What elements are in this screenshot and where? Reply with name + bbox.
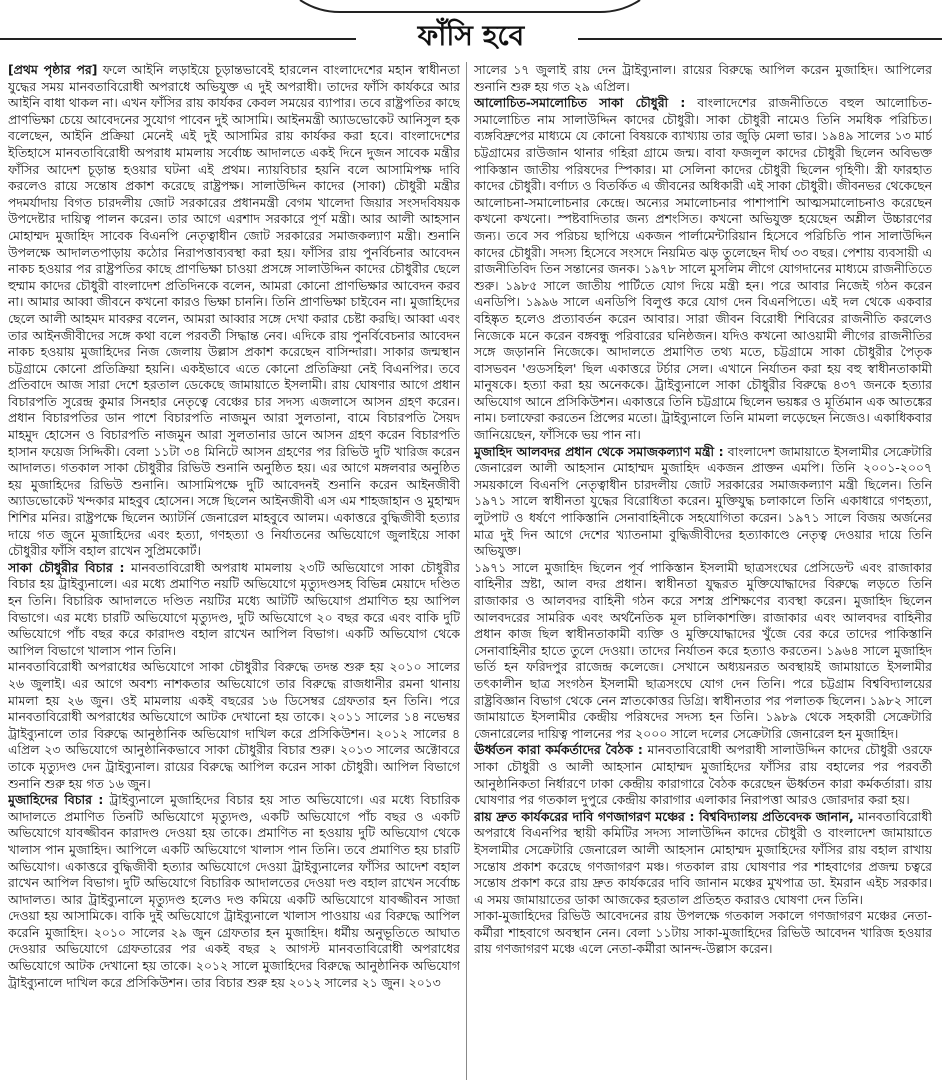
paragraph-text: মানবতাবিরোধী অপরাধী সালাউদ্দিন কাদের চৌধুরী ওরফে সাকা চৌধুরী ও আলী আহসান মোহাম্মদ মুজাহিদের ফাঁসির রায় বহালের পর পরবর্তী আনুষ্ঠানিকতা নির্ধারণে ঢাকা কেন্দ্রীয় কারাগারে বৈঠক করেছেন ঊর্ধ্বতন কারা কর্মকর্তারা। রায় ঘোষণার পর গতকাল দুপুরে কেন্দ্রীয় কারাগার এলাকার নিরাপত্তা আরও জোরদার করা হয়।: [474, 742, 932, 808]
paragraph-text: ফলে আইনি লড়াইয়ে চূড়ান্তভাবেই হারলেন বাংলাদেশের মহান স্বাধীনতা যুদ্ধের সময় মানবতাবিরোধী অপরাধে অভিযুক্ত এ দুই অপরাধী। তাদের ফাঁসি কার্যকরে আর আইনি বাধা থাকল না। এখন ফাঁসির রায় কার্যকর কেবল সময়ের ব্যাপার। তবে রাষ্ট্রপতির কাছে প্রাণভিক্ষা চেয়ে আবেদনের সুযোগ পাবেন দুই আসামি। আইনমন্ত্রী অ্যাডভোকেট আনিসুল হক বলেছেন, আইনি প্রক্রিয়া মেনেই এই দুই আসামির রায় কার্যকর করা হবে। বাংলাদেশের ইতিহাসে মানবতাবিরোধী অপরাধ মামলায় সর্বোচ্চ আদালতে একই দিনে দুজন সাবেক মন্ত্রীর ফাঁসির আদেশ চূড়ান্ত হওয়ার ঘটনা এই প্রথম। ন্যায়বিচার হয়নি বলে আসামিপক্ষ দাবি করলেও রায়ে সন্তোষ প্রকাশ করেছে রাষ্ট্রপক্ষ। সালাউদ্দিন কাদের (সাকা) চৌধুরী মন্ত্রীর পদমর্যাদায় বিগত চারদলীয় জোট সরকারের প্রধানমন্ত্রী বেগম খালেদা জিয়ার সংসদবিষয়ক উপদেষ্টার দায়িত্ব পালন করেন। তার আগে এরশাদ সরকারে পূর্ণ মন্ত্রী। আর আলী আহসান মোহাম্মদ মুজাহিদ সাবেক বিএনপি নেতৃত্বাধীন জোট সরকারের সমাজকল্যাণ মন্ত্রী। শুনানি উপলক্ষে আদালতপাড়ায় কঠোর নিরাপত্তাব্যবস্থা করা হয়। ফাঁসির রায় পুনর্বিচনার আবেদন নাকচ হওয়ার পর রাষ্ট্রপতির কাছে প্রাণভিক্ষা চাওয়া প্রসঙ্গে সালাউদ্দিন কাদের চৌধুরীর ছেলে হুম্মাম কাদের চৌধুরী বাংলাদেশ প্রতিদিনকে বলেন, আমরা কোনো প্রাণভিক্ষার আবেদন করব না। আমার আব্বা জীবনে কখনো কারও ভিক্ষা চাননি। তিনি প্রাণভিক্ষা চাইবেন না। মুজাহিদের ছেলে আলী আহমদ মাবরুর বলেন, আমরা আব্বার সঙ্গে দেখা করার চেষ্টা করছি। আব্বা এবং তার আইনজীবীদের সঙ্গে কথা বলে পরবর্তী সিদ্ধান্ত নেব। এদিকে রায় পুনর্বিবেচনার আবেদন নাকচ হওয়ায় মুজাহিদের নিজ জেলায় উল্লাস প্রকাশ করেছেন বাসিন্দারা। সাকার জন্মস্থান চট্টগ্রামে কোনো প্রতিক্রিয়া হয়নি। একইভাবে এতে কোনো প্রতিক্রিয়া নেই বিএনপির। তবে প্রতিবাদে আজ সারা দেশে হরতাল ডেকেছে জামায়াতে ইসলামী। রায় ঘোষণার আগে প্রধান বিচারপতি সুরেন্দ্র কুমার সিনহার নেতৃত্বে বেঞ্চের চার সদস্য এজলাসে আসন গ্রহণ করেন। প্রধান বিচারপতির ডান পাশে বিচারপতি নাজমুন আরা সুলতানা, বামে বিচারপতি সৈয়দ মাহমুদ হোসেন ও বিচারপতি নাজমুন আরা সুলতানার ডানে আসন গ্রহণ করেন বিচারপতি হাসান ফয়েজ সিদ্দিকী। বেলা ১১টা ৩৪ মিনিটে আসন গ্রহণের পর রিভিউ দুটি খারিজ করেন আদালত। গতকাল সাকা চৌধুরীর রিভিউ শুনানি অনুষ্ঠিত হয়। এর আগে মঙ্গলবার অনুষ্ঠিত হয় মুজাহিদের রিভিউ শুনানি। আসামিপক্ষে দুটি আবেদনই শুনানি করেন আইনজীবী অ্যাডভোকেট খন্দকার মাহবুব হোসেন। সঙ্গে ছিলেন আইনজীবী এস এম শাহজাহান ও মুহাম্মদ শিশির মনির। রাষ্ট্রপক্ষে ছিলেন অ্যাটর্নি জেনারেল মাহবুবে আলম। একাত্তরে বুদ্ধিজীবী হত্যার দায়ে গত জুনে মুজাহিদের এবং হত্যা, গণহত্যা ও নির্যাতনের অভিযোগে জুলাইয়ে সাকা চৌধুরীর ফাঁসি বহাল রাখেন সুপ্রিমকোর্ট।: [8, 62, 460, 559]
paragraph: [474, 62, 932, 95]
paragraph: [8, 659, 460, 792]
subheading: আলোচিত-সমালোচিত সাকা চৌধুরী :: [474, 95, 686, 111]
subheading: মুজাহিদের বিচার :: [8, 792, 104, 808]
paragraph-text: মানবতাবিরোধী অপরাধ মামলায় ২৩টি অভিযোগে সাকা চৌধুরীর বিচার হয় ট্রাইব্যুনালে। এর মধ্যে প্রমাণিত নয়টি অভিযোগে মৃত্যুদণ্ডসহ বিভিন্ন মেয়াদে দণ্ডিত হন তিনি। বিচারিক আদালতে দণ্ডিত নয়টির মধ্যে আটটি অভিযোগ প্রমাণিত হয় আপিল বিভাগে। এর মধ্যে চারটি অভিযোগে মৃত্যুদণ্ড, দুটি অভিযোগে ২০ বছর করে এবং বাকি দুটি অভিযোগে পাঁচ বছর করে কারাদণ্ড বহাল রাখেন আপিল বিভাগ। একটি অভিযোগ থেকে আপিল বিভাগে খালাস পান তিনি।: [8, 559, 460, 658]
paragraph-text: বাংলাদেশ জামায়াতে ইসলামীর সেক্রেটারি জেনারেল আলী আহসান মোহাম্মদ মুজাহিদ একজন প্রাক্তন এমপি। তিনি ২০০১-২০০৭ সময়কালে বিএনপি নেতৃত্বাধীন চারদলীয় জোট সরকারের সমাজকল্যাণ মন্ত্রী ছিলেন। তিনি ১৯৭১ সালে স্বাধীনতা যুদ্ধের বিরোধিতা করেন। মুক্তিযুদ্ধ চলাকালে তিনি একাধারে গণহত্যা, লুটপাট ও ধর্ষণে পাকিস্তানি সেনাবাহিনীকে সহযোগিতা করেন। ১৯৭১ সালে বিজয় অর্জনের মাত্র দুই দিন আগে দেশের খ্যাতনামা বুদ্ধিজীবীদের হত্যাকাণ্ডে নেতৃত্ব দেওয়ার দায়ে তিনি অভিযুক্ত।: [474, 443, 932, 559]
article-column-left: [8, 62, 460, 1082]
paragraph-text: সাকা-মুজাহিদের রিভিউ আবেদনের রায় উপলক্ষে গতকাল সকালে গণজাগরণ মঞ্চের নেতা-কর্মীরা শাহবাগে অবস্থান নেন। বেলা ১১টায় সাকা-মুজাহিদের রিভিউ আবেদন খারিজ হওয়ার রায় গণজাগরণ মঞ্চে এলে নেতা-কর্মীরা আনন্দ-উল্লাস করেন।: [474, 908, 932, 957]
paragraph-lead: [প্রথম পৃষ্ঠার পর]: [8, 62, 98, 77]
paragraph: [474, 95, 932, 443]
header-frame: [0, 0, 942, 14]
subheading: মুজাহিদ আলবদর প্রধান থেকে সমাজকল্যাণ মন্ত্রী :: [474, 443, 724, 459]
paragraph: [8, 62, 460, 560]
subheading: রায় দ্রুত কার্যকরের দাবি গণজাগরণ মঞ্চের : বিশ্ববিদ্যালয় প্রতিবেদক জানান,: [474, 808, 854, 824]
subheading: সাকা চৌধুরীর বিচার :: [8, 559, 125, 575]
subheading: ঊর্ধ্বতন কারা কর্মকর্তাদের বৈঠক :: [474, 742, 643, 758]
paragraph-text: মানবতাবিরোধী অপরাধে বিএনপির স্থায়ী কমিটির সদস্য সালাউদ্দিন কাদের চৌধুরী ও বাংলাদেশ জামায়াতে ইসলামীর সেক্রেটারি জেনারেল আলী আহসান মোহাম্মদ মুজাহিদের ফাঁসির রায় বহাল রাখায় সন্তোষ প্রকাশ করেছে গণজাগরণ মঞ্চ। গতকাল রায় ঘোষণার পর শাহবাগের প্রজন্ম চত্বরে সন্তোষ প্রকাশ করে রায় দ্রুত কার্যকরের দাবি জানান মঞ্চের মুখপাত্র ডা. ইমরান এইচ সরকার। এ সময় জামায়াতের ডাকা আজকের হরতাল প্রতিহত করারও ঘোষণা দেন তিনি।: [474, 808, 932, 907]
paragraph-text: বাংলাদেশের রাজনীতিতে বহুল আলোচিত-সমালোচিত নাম সালাউদ্দিন কাদের চৌধুরী। সাকা চৌধুরী নামেও তিনি সমধিক পরিচিত। ব্যঙ্গবিদ্রুপের মাধ্যমে যে কোনো বিষয়কে ব্যাখ্যায় তার জুড়ি মেলা ভার। ১৯৪৯ সালের ১৩ মার্চ চট্টগ্রামের রাউজান থানার গহিরা গ্রামে জন্ম। বাবা ফজলুল কাদের চৌধুরী ছিলেন অবিভক্ত পাকিস্তান জাতীয় পরিষদের স্পিকার। মা সেলিনা কাদের চৌধুরী ছিলেন গৃহিণী। স্ত্রী ফারহাত কাদের চৌধুরী। বর্ণাঢ্য ও বিতর্কিত এ জীবনের অধিকারী এই সাকা চৌধুরী। জীবনভর থেকেছেন আলোচনা-সমালোচনার কেন্দ্রে। অন্যের সমালোচনার পাশাপাশি আত্মসমালোচনাও করেছেন কখনো কখনো। স্পষ্টবাদিতার জন্য প্রশংসিত। কখনো অভিযুক্ত হয়েছেন অশ্লীল উচ্চারণের জন্য। তবে সব পরিচয় ছাপিয়ে একজন পার্লামেন্টারিয়ান হিসেবে পরিচিতি পান সালাউদ্দিন কাদের চৌধুরী। সদস্য হিসেবে সংসদে নিয়মিত ঝড় তুলেছেন দীর্ঘ ৩৩ বছর। পেশায় ব্যবসায়ী এ রাজনীতিবিদ তিন সন্তানের জনক। ১৯৭৮ সালে মুসলিম লীগে যোগদানের মাধ্যমে রাজনীতিতে শুরু। ১৯৮৫ সালে জাতীয় পার্টিতে যোগ দিয়ে মন্ত্রী হন। পরে আবার নিজেই গঠন করেন এনডিপি। ১৯৯৬ সালে এনডিপি বিলুপ্ত করে যোগ দেন বিএনপিতে। এই দল থেকে একবার বহিষ্কৃত হলেও প্রত্যাবর্তন করেন আবার। সারা জীবন বিরোধী শিবিরের রাজনীতি করলেও নিজেকে মনে করেন বঙ্গবন্ধু পরিবারের ঘনিষ্ঠজন। যদিও কখনো আওয়ামী লীগের রাজনীতির সঙ্গে জড়াননি নিজেকে। আদালতে প্রমাণিত তথ্য মতে, চট্টগ্রামে সাকা চৌধুরীর পৈতৃক বাসভবন 'গুডসহিল' ছিল একাত্তরে টর্চার সেল। এখানে নির্যাতন করা হয় বহু স্বাধীনতাকামী মানুষকে। হত্যা করা হয় অনেককে। ট্রাইব্যুনালে সাকা চৌধুরীর বিরুদ্ধে ৪৩৭ জনকে হত্যার অভিযোগ আনে প্রসিকিউশন। একাত্তরে তিনি চট্টগ্রামে ছিলেন ভয়ঙ্কর ও মূর্তিমান এক আতঙ্কের নাম। চলাফেরা করতেন প্রিন্সের মতো। ট্রাইব্যুনালে তিনি মামলা লড়েছেন নিজেও। একাধিকবার জানিয়েছেন, ফাঁসিকে ভয় পান না।: [474, 95, 932, 443]
page-headline: ফাঁসি হবে: [417, 19, 525, 52]
paragraph-text: ট্রাইব্যুনালে মুজাহিদের বিচার হয় সাত অভিযোগে। এর মধ্যে বিচারিক আদালতে প্রমাণিত তিনটি অভিযোগে মৃত্যুদণ্ড, একটি অভিযোগে পাঁচ বছর ও একটি অভিযোগে যাবজ্জীবন কারাদণ্ড দেওয়া হয় তাকে। প্রমাণিত না হওয়ায় দুটি অভিযোগ থেকে খালাস পান মুজাহিদ। আপিলে একটি অভিযোগে খালাস পান তিনি। তবে প্রমাণিত হয় চারটি অভিযোগ। একাত্তরে বুদ্ধিজীবী হত্যার অভিযোগে দেওয়া ট্রাইব্যুনালের ফাঁসির আদেশ বহাল রাখেন আপিল বিভাগ। দুটি অভিযোগে বিচারিক আদালতের দেওয়া দণ্ড বহাল রাখেন সর্বোচ্চ আদালত। আর ট্রাইব্যুনালে মৃত্যুদণ্ড হলেও দণ্ড কমিয়ে একটি অভিযোগে যাবজ্জীবন সাজা দেওয়া হয় আসামিকে। বাকি দুই অভিযোগে ট্রাইব্যুনালে খালাস পাওয়ায় এর বিরুদ্ধে আপিল করেনি মুজাহিদ। ২০১০ সালের ২৯ জুন গ্রেফতার হন মুজাহিদ। ধর্মীয় অনুভূতিতে আঘাত দেওয়ার অভিযোগে গ্রেফতারের পর একই বছর ২ আগস্ট মানবতাবিরোধী অপরাধের অভিযোগে আটক দেখানো হয় তাকে। ২০১২ সালে মুজাহিদের বিরুদ্ধে আনুষ্ঠানিক অভিযোগ ট্রাইব্যুনালে দাখিল করে প্রসিকিউশন। তার বিচার শুরু হয় ২০১২ সালের ২১ জুন। ২০১৩: [8, 792, 460, 990]
article-column-right: [474, 62, 932, 1082]
paragraph: [8, 792, 460, 991]
paragraph: [474, 742, 932, 808]
paragraph: [8, 560, 460, 660]
paragraph: [474, 809, 932, 909]
column-divider: [466, 62, 467, 1080]
paragraph-text: মানবতাবিরোধী অপরাধের অভিযোগে সাকা চৌধুরীর বিরুদ্ধে তদন্ত শুরু হয় ২০১০ সালের ২৬ জুলাই। এর আগে অবশ্য নাশকতার অভিযোগে তার বিরুদ্ধে রাজধানীর রমনা থানায় মামলা হয় ২৬ জুন। ওই মামলায় একই বছরের ১৬ ডিসেম্বর গ্রেফতার হন তিনি। পরে মানবতাবিরোধী অপরাধের অভিযোগে আটক দেখানো হয় তাকে। ২০১১ সালের ১৪ নভেম্বর ট্রাইব্যুনালে তার বিরুদ্ধে আনুষ্ঠানিক অভিযোগ দাখিল করে প্রসিকিউশন। ২০১২ সালের ৪ এপ্রিল ২৩ অভিযোগে আনুষ্ঠানিকভাবে সাকা চৌধুরীর বিচার শুরু। ২০১৩ সালের অক্টোবরে তাকে মৃত্যুদণ্ড দেন ট্রাইব্যুনাল। রায়ের বিরুদ্ধে আপিল করেন সাকা চৌধুরী। আপিল বিভাগে শুনানি শুরু হয় গত ১৬ জুন।: [8, 659, 460, 791]
paragraph: [474, 908, 932, 958]
paragraph-text: ১৯৭১ সালে মুজাহিদ ছিলেন পূর্ব পাকিস্তান ইসলামী ছাত্রসংঘের প্রেসিডেন্ট এবং রাজাকার বাহিনীর স্রষ্টা, আল বদর প্রধান। স্বাধীনতা যুদ্ধরত মুক্তিযোদ্ধাদের বিরুদ্ধে লড়তে তিনি রাজাকার ও আলবদর বাহিনী গঠন করে সশস্ত্র প্রশিক্ষণের ব্যবস্থা করেন। মুজাহিদ ছিলেন আলবদরের সামরিক এবং অর্থনৈতিক মূল চালিকাশক্তি। রাজাকার এবং আলবদর বাহিনীর প্রধান কাজ ছিল স্বাধীনতাকামী ব্যক্তি ও মুক্তিযোদ্ধাদের খুঁজে বের করে তাদের পাকিস্তানি সেনাবাহিনীর হাতে তুলে দেওয়া। তাদের নির্যাতন করে হত্যাও করতেন। ১৯৬৪ সালে মুজাহিদ ভর্তি হন ফরিদপুর রাজেন্দ্র কলেজে। সেখানে অধ্যয়নরত অবস্থায়ই জামায়াতে ইসলামীর তৎকালীন ছাত্র সংগঠন ইসলামী ছাত্রসংঘে যোগ দেন তিনি। পরে চট্টগ্রাম বিশ্ববিদ্যালয়ের রাষ্ট্রবিজ্ঞান বিভাগ থেকে নেন স্নাতকোত্তর ডিগ্রি। স্বাধীনতার পর পলাতক ছিলেন। ১৯৮২ সালে জামায়াতে ইসলামীর কেন্দ্রীয় পরিষদের সদস্য হন তিনি। ১৯৮৯ থেকে সহকারী সেক্রেটারি জেনারেলের দায়িত্ব পালনের পর ২০০০ সালে দলের সেক্রেটারি জেনারেল হন মুজাহিদ।: [474, 559, 932, 741]
paragraph: [474, 444, 932, 560]
paragraph: [474, 560, 932, 743]
paragraph-text: সালের ১৭ জুলাই রায় দেন ট্রাইব্যুনাল। রায়ের বিরুদ্ধে আপিল করেন মুজাহিদ। আপিলের শুনানি শুরু হয় গত ২৯ এপ্রিল।: [474, 62, 932, 94]
